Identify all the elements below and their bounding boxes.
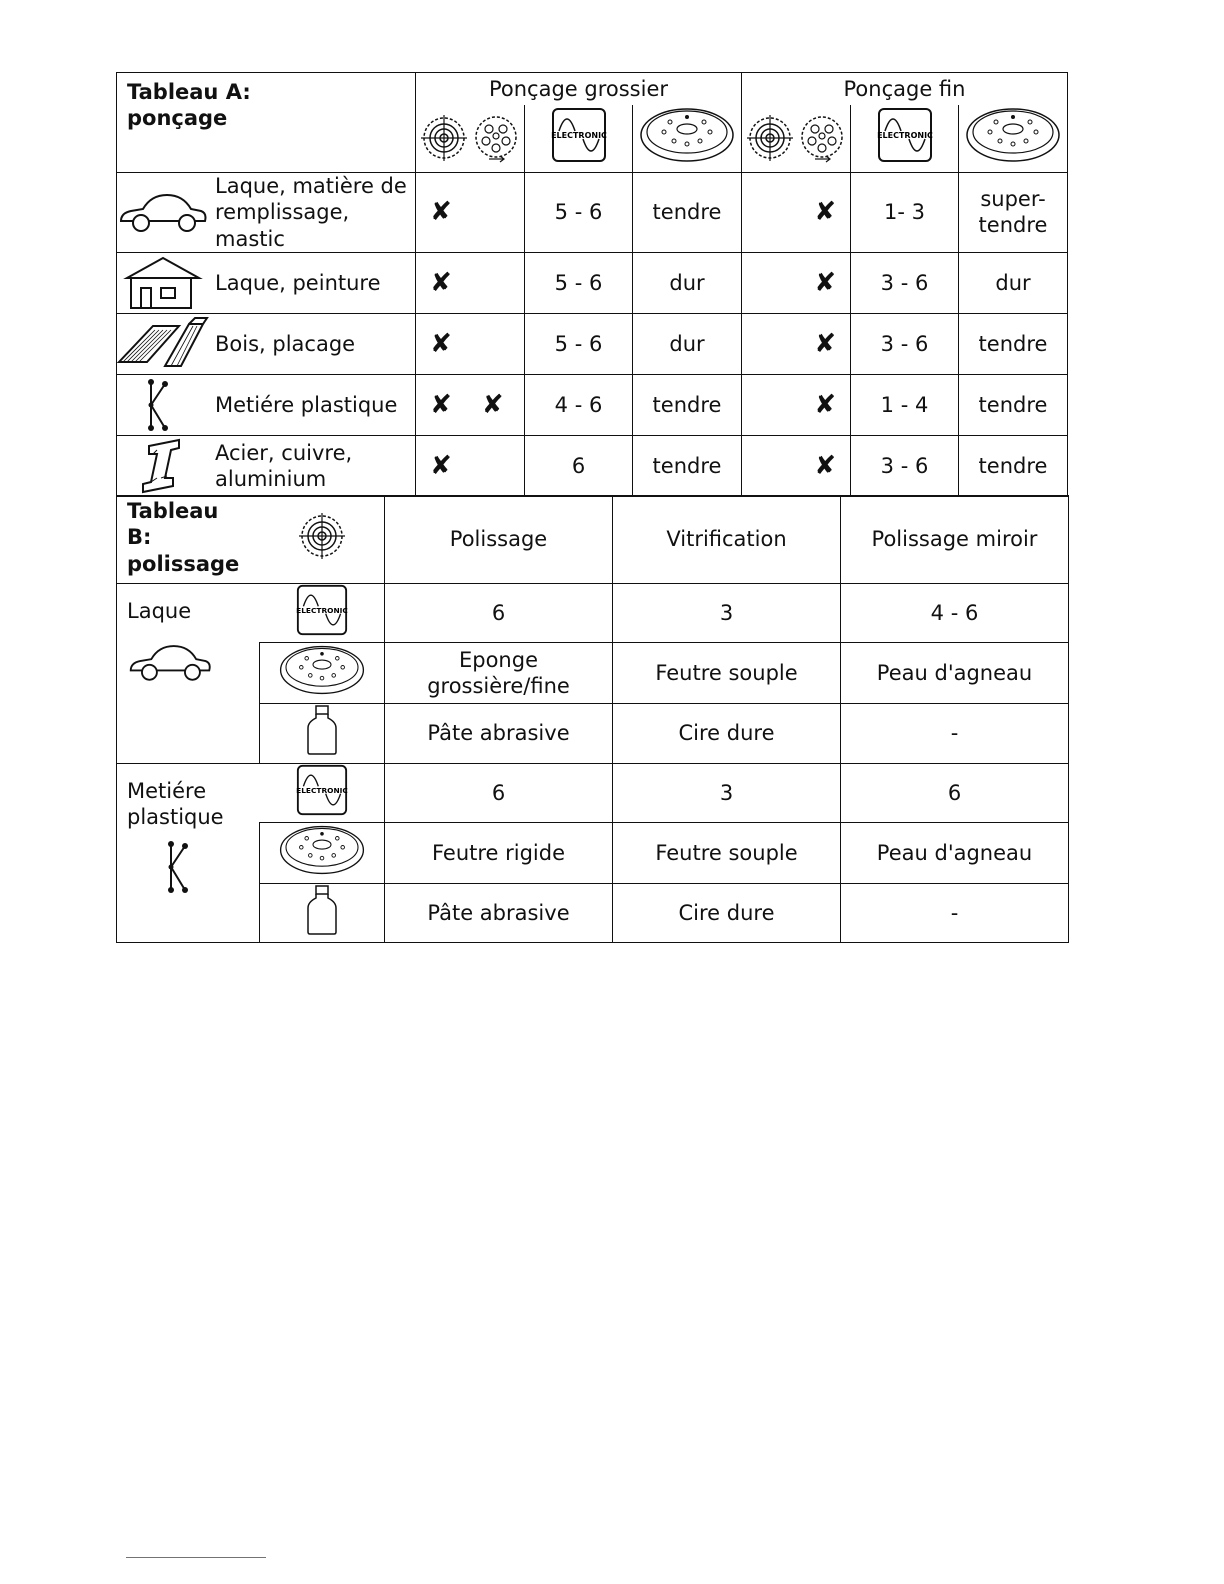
footnote-divider [126,1557,266,1558]
table-row [117,583,1069,642]
col-header-polissage-miroir: Polissage miroir [841,496,1069,584]
coarse-speed-cell: 6 [525,435,633,496]
agent-cell: Cire dure [613,884,841,943]
fine-mark-cell: ✘ [742,435,851,496]
bottle-icon-cell [260,704,385,763]
fine-pad-type-cell: tendre [959,435,1068,496]
coarse-mark-cell: ✘ [416,252,525,313]
fine-speed-cell: 1 - 4 [851,374,959,435]
table-row [117,374,1068,435]
material-cell: Metiére plastique [117,374,416,435]
speed-cell: 6 [385,763,613,822]
material-cell: Laque, matière de remplissage, mastic [117,173,416,253]
coarse-pad-type-cell: tendre [633,435,742,496]
fine-speed-cell: 3 - 6 [851,313,959,374]
electronic-speed-icon [296,764,348,816]
coarse-mark-cell: ✘ [416,173,525,253]
coarse-mode-icons [416,105,525,173]
svg-text:ELECTRONIC: ELECTRONIC [876,131,933,141]
pad-cell: Feutre rigide [385,822,613,883]
svg-text:ELECTRONIC: ELECTRONIC [295,605,348,615]
agent-cell: - [841,704,1069,763]
pad-cell: Peau d'agneau [841,643,1069,704]
fine-pad-type-cell: dur [959,252,1068,313]
coarse-speed-cell: 5 - 6 [525,173,633,253]
svg-text:ELECTRONIC: ELECTRONIC [550,131,607,141]
wood-planks-icon [117,316,209,372]
sanding-pad-icon [275,643,369,697]
group-label-laque: Laque [117,583,260,763]
fine-speed-cell: 3 - 6 [851,435,959,496]
coarse-electronic-cell [525,105,633,173]
fine-pad-cell [959,105,1068,173]
table-row [117,435,1068,496]
sanding-pad-icon [964,105,1062,165]
table-row [117,763,1069,822]
table-b-mode-cell [260,496,385,584]
fine-electronic-cell [851,105,959,173]
agent-cell: - [841,884,1069,943]
group-coarse-header: Ponçage grossier [416,73,742,105]
speed-cell: 6 [385,583,613,642]
pad-cell: Feutre souple [613,822,841,883]
coarse-pad-cell [633,105,742,173]
random-orbit-mode-icon [297,511,347,561]
material-cell: Laque, peinture [117,252,416,313]
speed-cell: 3 [613,763,841,822]
coarse-pad-type-cell: tendre [633,173,742,253]
fine-speed-cell: 3 - 6 [851,252,959,313]
speed-cell: 3 [613,583,841,642]
coarse-mark-cell: ✘ [416,313,525,374]
fine-pad-type-cell: tendre [959,313,1068,374]
coarse-pad-type-cell: dur [633,313,742,374]
fine-speed-cell: 1- 3 [851,173,959,253]
pad-cell: Peau d'agneau [841,822,1069,883]
fine-mark-cell: ✘ [742,313,851,374]
group-fine-header: Ponçage fin [742,73,1068,105]
sanding-pad-icon [638,105,736,165]
pad-cell: Eponge grossière/fine [385,643,613,704]
pad-cell: Feutre souple [613,643,841,704]
col-header-polissage: Polissage [385,496,613,584]
speed-cell: 6 [841,763,1069,822]
fine-pad-type-cell: tendre [959,374,1068,435]
speed-cell: 4 - 6 [841,583,1069,642]
bottle-icon [304,884,340,936]
plastic-molecule-icon [147,840,207,894]
table-row [117,884,1069,943]
table-row [117,822,1069,883]
table-row [117,704,1069,763]
sanding-pad-icon [275,823,369,877]
material-cell: Acier, cuivre, aluminium [117,435,416,496]
material-cell: Bois, placage [117,313,416,374]
fine-mark-cell: ✘ [742,374,851,435]
table-a-sanding [116,72,1068,497]
car-icon [127,638,213,686]
random-orbit-mode-icon [421,113,467,163]
electronic-cell [260,763,385,822]
table-row [117,643,1069,704]
group-label-plastique: Metiére plastique [117,763,260,943]
coarse-speed-cell: 5 - 6 [525,313,633,374]
coarse-speed-cell: 4 - 6 [525,374,633,435]
table-row [117,173,1068,253]
coarse-mark-cell: ✘ ✘ [416,374,525,435]
rotary-mode-icon [473,113,519,163]
fine-pad-type-cell: super-tendre [959,173,1068,253]
table-row [117,313,1068,374]
fine-mode-icons [742,105,851,173]
rotary-mode-icon [799,113,845,163]
electronic-speed-icon [296,584,348,636]
electronic-speed-icon [877,107,933,163]
table-a-title: Tableau A: ponçage [117,73,416,173]
agent-cell: Cire dure [613,704,841,763]
plastic-molecule-icon [117,378,209,432]
house-icon [117,256,209,310]
coarse-speed-cell: 5 - 6 [525,252,633,313]
pad-icon-cell [260,643,385,704]
bottle-icon [304,704,340,756]
fine-mark-cell: ✘ [742,173,851,253]
agent-cell: Pâte abrasive [385,884,613,943]
bottle-icon-cell [260,884,385,943]
coarse-mark-cell: ✘ [416,435,525,496]
table-row [117,252,1068,313]
table-b-title: Tableau B: polissage [117,496,260,584]
random-orbit-mode-icon [747,113,793,163]
pad-icon-cell [260,822,385,883]
electronic-cell [260,583,385,642]
electronic-speed-icon [551,107,607,163]
table-b-polishing [116,495,1069,943]
svg-text:ELECTRONIC: ELECTRONIC [295,785,348,795]
metal-beam-icon [117,438,209,494]
col-header-vitrification: Vitrification [613,496,841,584]
fine-mark-cell: ✘ [742,252,851,313]
car-icon [117,187,209,237]
coarse-pad-type-cell: tendre [633,374,742,435]
coarse-pad-type-cell: dur [633,252,742,313]
agent-cell: Pâte abrasive [385,704,613,763]
